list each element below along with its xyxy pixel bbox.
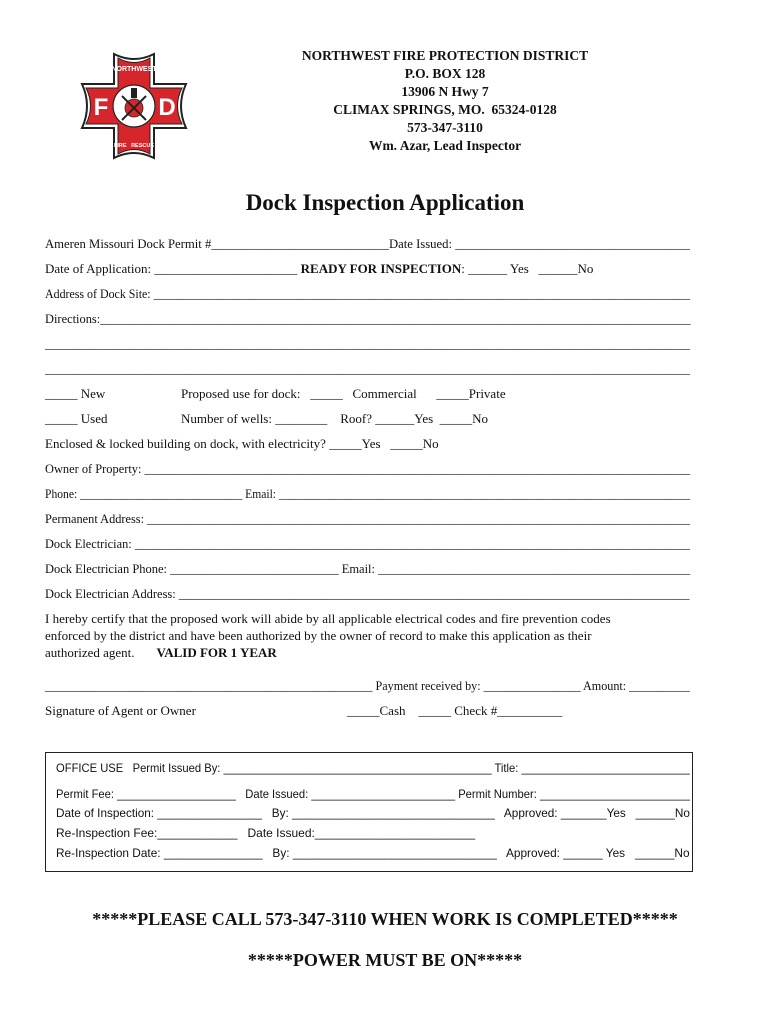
office-reinspection-fee[interactable]: Re-Inspection Fee:____________ Date Issued:________________________: [56, 826, 476, 840]
logo-letter-d: D: [158, 94, 176, 121]
ready-for-inspection-label: READY FOR INSPECTION: [300, 261, 462, 276]
directions-line-3[interactable]: __________________________________________________________________________________________________________: [45, 361, 690, 376]
office-permit-fee[interactable]: Permit Fee: ___________________ Date Issued: _______________________ Permit Number: ________________________: [56, 787, 690, 801]
wells-roof-field[interactable]: Number of wells: ________ Roof? ______Yes _____No: [181, 411, 489, 426]
office-permit-issued-by[interactable]: OFFICE USE Permit Issued By: ___________________________________________ Title: ___________________________: [56, 761, 690, 775]
valid-for-1-year: VALID FOR 1 YEAR: [156, 645, 277, 660]
electrician-address-field[interactable]: Dock Electrician Address: __________________________________________________________________________________: [45, 586, 690, 601]
logo-top-text: NORTHWEST: [111, 66, 157, 73]
permit-field[interactable]: Ameren Missouri Dock Permit #____________________________Date Issued: _____________________________________: [45, 236, 690, 251]
po-box: P.O. BOX 128: [404, 66, 486, 81]
directions-field[interactable]: Directions:_______________________________________________________________________________________________: [45, 311, 691, 326]
fire-district-logo: [78, 50, 190, 162]
owner-field[interactable]: Owner of Property: ________________________________________________________________________________________: [45, 461, 691, 476]
call-notice: *****PLEASE CALL 573-347-3110 WHEN WORK IS COMPLETED*****: [92, 909, 678, 929]
enclosed-building-field[interactable]: Enclosed & locked building on dock, with electricity? _____Yes _____No: [45, 436, 439, 451]
office-inspection-date[interactable]: Date of Inspection: ________________ By: _______________________________ Approved: _______Yes ______No: [56, 806, 690, 820]
phone-email-field[interactable]: Phone: ____________________________ Email: _______________________________________________________________________: [45, 486, 691, 501]
city-address: CLIMAX SPRINGS, MO. 65324-0128: [333, 102, 557, 117]
certification-line-1: I hereby certify that the proposed work will abide by all applicable electrical codes and fire prevention codes: [45, 611, 611, 626]
used-checkbox[interactable]: _____ Used: [45, 411, 108, 426]
dock-electrician-field[interactable]: Dock Electrician: __________________________________________________________________________________________: [45, 536, 690, 551]
permanent-address-field[interactable]: Permanent Address: ________________________________________________________________________________________: [45, 511, 690, 526]
lead-inspector: Wm. Azar, Lead Inspector: [368, 138, 522, 153]
signature-payment-line[interactable]: ______________________________________________________ Payment received by: ________________ Amount: __________: [45, 678, 690, 693]
certification-line-3: [45, 645, 277, 661]
power-notice: *****POWER MUST BE ON*****: [247, 950, 523, 970]
certification-line-2: enforced by the district and have been authorized by the owner of record to make this application as their: [45, 628, 592, 643]
ready-options[interactable]: : ______ Yes ______No: [461, 261, 594, 276]
directions-line-2[interactable]: __________________________________________________________________________________________________________: [45, 336, 690, 351]
application-date-field[interactable]: [45, 261, 593, 277]
signature-label: Signature of Agent or Owner: [45, 703, 196, 718]
org-name: NORTHWEST FIRE PROTECTION DISTRICT: [301, 48, 589, 63]
application-date-label: Date of Application: ______________________: [45, 261, 301, 276]
proposed-use-field[interactable]: Proposed use for dock: _____ Commercial _____Private: [181, 386, 506, 401]
page-title: Dock Inspection Application: [245, 190, 525, 215]
payment-method-field[interactable]: _____Cash _____ Check #__________: [347, 703, 563, 718]
dock-address-field[interactable]: Address of Dock Site: __________________________________________________________________________________________: [45, 286, 691, 301]
org-phone: 573-347-3110: [407, 120, 483, 135]
logo-bottom-text: FIRE RESCUE: [113, 143, 155, 149]
electrician-phone-email-field[interactable]: Dock Electrician Phone: ___________________________ Email: __________________________________________________: [45, 561, 691, 576]
street-address: 13906 N Hwy 7: [401, 84, 489, 99]
new-checkbox[interactable]: _____ New: [45, 386, 106, 401]
authorized-agent-text: authorized agent.: [45, 645, 135, 660]
office-reinspection-date[interactable]: Re-Inspection Date: _______________ By: _______________________________ Approved: ______ Yes ______No: [56, 846, 690, 860]
logo-letter-f: F: [93, 94, 109, 121]
